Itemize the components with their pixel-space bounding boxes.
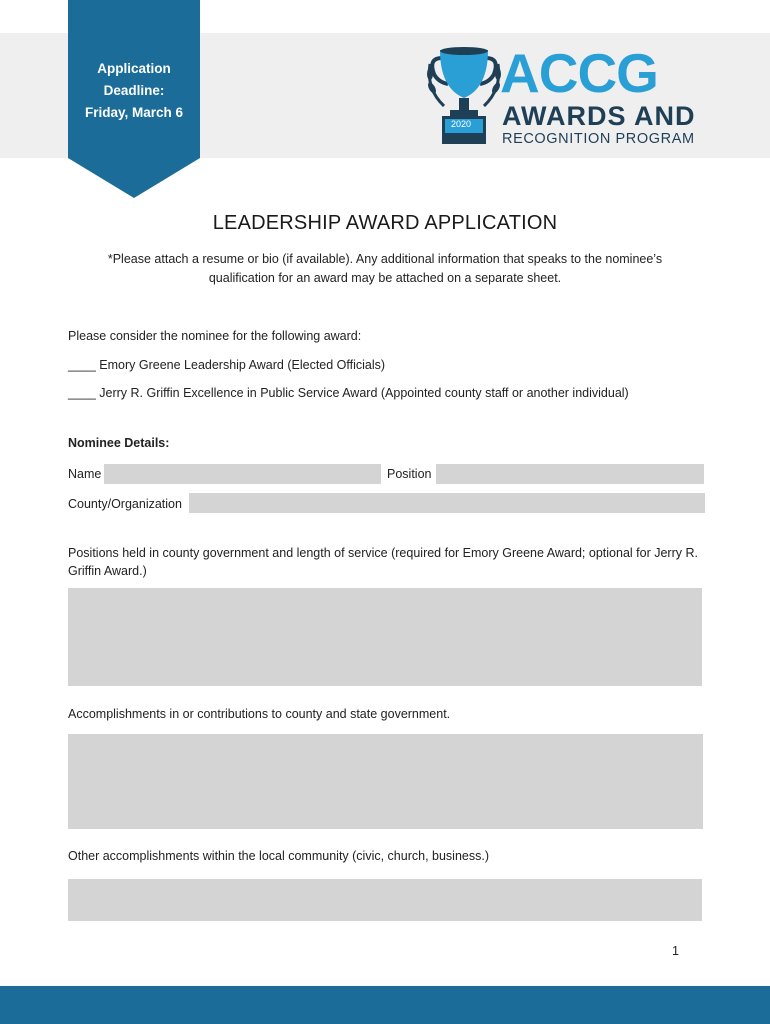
deadline-text: [68, 58, 200, 124]
accomplishments-question: Accomplishments in or contributions to county and state government.: [68, 707, 451, 721]
trophy-year: 2020: [450, 119, 472, 129]
county-label: County/Organization: [68, 497, 182, 511]
name-field[interactable]: [104, 464, 381, 484]
award-option-griffin[interactable]: ____ Jerry R. Griffin Excellence in Public Service Award (Appointed county staff or another individual): [68, 386, 629, 400]
positions-question: Positions held in county government and length of service (required for Emory Greene Award; optional for Jerry R. Griffin Award.): [68, 546, 698, 578]
position-field[interactable]: [436, 464, 704, 484]
community-question: Other accomplishments within the local community (civic, church, business.): [68, 849, 489, 863]
attachment-note: [60, 250, 710, 288]
page-number: 1: [672, 944, 679, 958]
logo-tagline: RECOGNITION PROGRAM: [502, 131, 695, 147]
community-textarea[interactable]: [68, 879, 702, 921]
deadline-line: Deadline:: [103, 83, 165, 98]
deadline-line: Application: [97, 61, 171, 76]
nominee-heading: Nominee Details:: [68, 436, 170, 450]
name-label: Name: [68, 467, 102, 481]
deadline-line: Friday, March 6: [84, 105, 184, 120]
award-option-emory[interactable]: ____ Emory Greene Leadership Award (Elected Officials): [68, 358, 386, 372]
note-line: *Please attach a resume or bio (if available). Any additional information that speaks to the nominee’s: [107, 252, 663, 266]
position-label: Position: [387, 467, 432, 481]
footer-band: [0, 986, 770, 1024]
logo-subtitle: AWARDS AND: [502, 101, 696, 131]
county-field[interactable]: [189, 493, 705, 513]
page-title: LEADERSHIP AWARD APPLICATION: [212, 212, 558, 234]
trophy-icon: [424, 44, 504, 149]
note-line: qualification for an award may be attached on a separate sheet.: [208, 271, 562, 285]
accomplishments-textarea[interactable]: [68, 734, 703, 829]
positions-textarea[interactable]: [68, 588, 702, 686]
logo-wordmark: ACCG: [500, 42, 658, 104]
award-prompt: Please consider the nominee for the following award:: [68, 329, 362, 343]
